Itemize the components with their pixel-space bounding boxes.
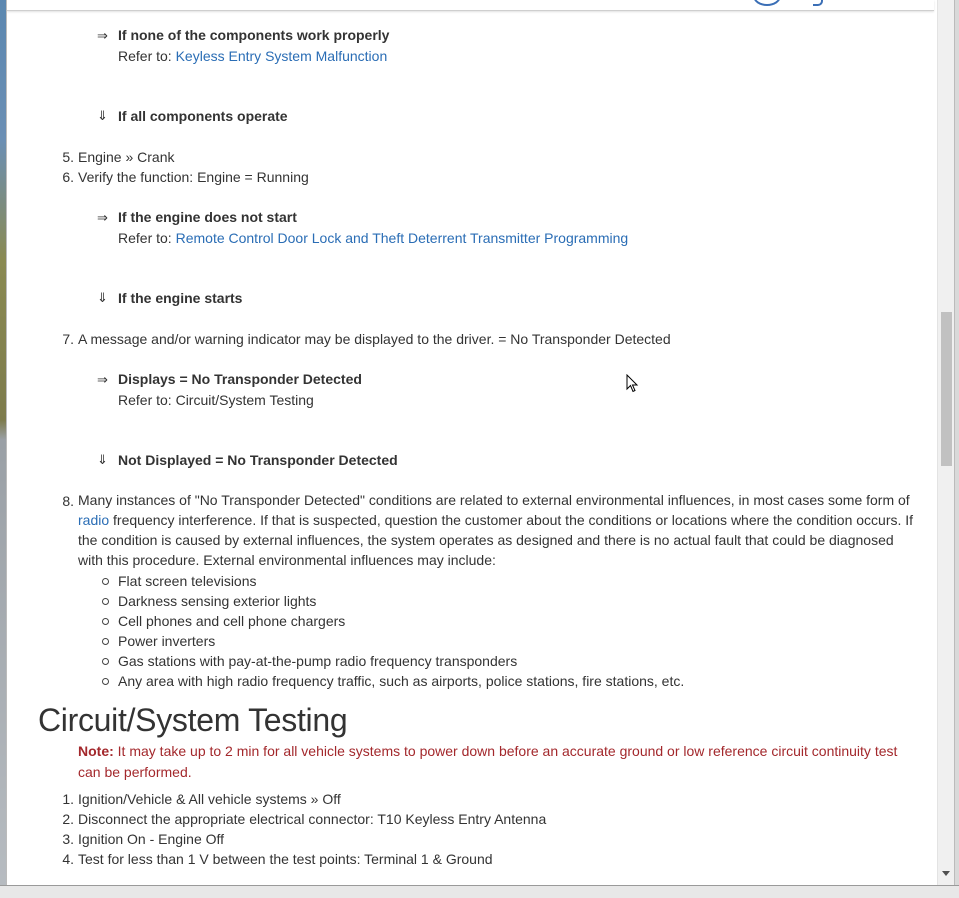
bullet-icon bbox=[102, 578, 109, 585]
right-arrow-icon: ⇒ bbox=[97, 210, 108, 225]
refer-line-plain: Refer to: Circuit/System Testing bbox=[118, 392, 314, 408]
list-item: Power inverters bbox=[118, 633, 216, 649]
list-item: Gas stations with pay-at-the-pump radio frequency transponders bbox=[118, 653, 518, 669]
list-item: Any area with high radio frequency traffic, such as airports, police stations, fire stations, etc. bbox=[118, 673, 685, 689]
down-arrow-icon: ⇓ bbox=[97, 452, 108, 467]
pass-condition-heading: If all components operate bbox=[118, 108, 288, 124]
bullet-icon bbox=[102, 618, 109, 625]
window-bottom-edge bbox=[0, 885, 959, 898]
browser-window bbox=[6, 0, 955, 885]
radio-link[interactable]: radio bbox=[78, 512, 110, 528]
refer-prefix: Refer to: bbox=[118, 230, 172, 246]
step-text: A message and/or warning indicator may be displayed to the driver. = No Transponder Detected bbox=[78, 331, 671, 347]
right-arrow-icon: ⇒ bbox=[97, 372, 108, 387]
keyless-entry-malfunction-link[interactable]: Keyless Entry System Malfunction bbox=[175, 48, 388, 64]
down-arrow-icon: ⇓ bbox=[97, 108, 108, 123]
step-8-paragraph bbox=[78, 490, 916, 570]
step-number: 4. bbox=[62, 851, 74, 867]
step-number: 5. bbox=[62, 149, 74, 165]
list-item: Darkness sensing exterior lights bbox=[118, 593, 317, 609]
pass-condition-heading: If the engine starts bbox=[118, 290, 243, 306]
right-arrow-icon: ⇒ bbox=[97, 28, 108, 43]
list-item: Cell phones and cell phone chargers bbox=[118, 613, 346, 629]
step-number: 6. bbox=[62, 169, 74, 185]
section-heading: Circuit/System Testing bbox=[38, 702, 348, 738]
bullet-icon bbox=[102, 638, 109, 645]
step-text: Test for less than 1 V between the test points: Terminal 1 & Ground bbox=[78, 851, 493, 867]
step-text: Ignition/Vehicle & All vehicle systems » Off bbox=[78, 791, 341, 807]
document-content bbox=[7, 0, 937, 885]
bullet-icon bbox=[102, 658, 109, 665]
step-8-text-b: frequency interference. If that is suspected, question the customer about the conditions or locations where the condition occurs. If the condition is caused by external influences, the system operates as designed and there is no actual fault that could be diagnosed with this procedure. External environmental influences may include: bbox=[78, 512, 914, 568]
refer-line bbox=[118, 46, 387, 66]
list-item: Flat screen televisions bbox=[118, 573, 257, 589]
transmitter-programming-link[interactable]: Remote Control Door Lock and Theft Deterrent Transmitter Programming bbox=[175, 230, 629, 246]
step-text: Ignition On - Engine Off bbox=[78, 831, 225, 847]
note-label: Note: bbox=[78, 743, 114, 759]
step-number: 3. bbox=[62, 831, 74, 847]
scroll-down-arrow-icon[interactable] bbox=[942, 871, 950, 876]
refer-prefix: Refer to: bbox=[118, 48, 172, 64]
step-text: Verify the function: Engine = Running bbox=[78, 169, 309, 185]
bullet-icon bbox=[102, 678, 109, 685]
step-8-text-a: Many instances of "No Transponder Detected" conditions are related to external environmental influences, in most cases some form of bbox=[78, 492, 910, 508]
scrollbar-thumb[interactable] bbox=[941, 312, 952, 466]
vertical-scrollbar[interactable] bbox=[937, 0, 955, 885]
step-text: Engine » Crank bbox=[78, 149, 175, 165]
step-number: 2. bbox=[62, 811, 74, 827]
down-arrow-icon: ⇓ bbox=[97, 290, 108, 305]
note-text: It may take up to 2 min for all vehicle systems to power down before an accurate ground or low reference circuit continuity test can be performed. bbox=[78, 743, 898, 780]
note-block bbox=[78, 741, 918, 783]
refer-line bbox=[118, 228, 628, 248]
step-number: 7. bbox=[62, 331, 74, 347]
step-number: 1. bbox=[62, 791, 74, 807]
bullet-icon bbox=[102, 598, 109, 605]
mouse-cursor-icon bbox=[626, 374, 640, 394]
step-text: Disconnect the appropriate electrical connector: T10 Keyless Entry Antenna bbox=[78, 811, 547, 827]
fail-condition-heading: If none of the components work properly bbox=[118, 27, 390, 43]
fail-condition-heading: Displays = No Transponder Detected bbox=[118, 371, 362, 387]
step-number: 8. bbox=[62, 493, 74, 509]
fail-condition-heading: If the engine does not start bbox=[118, 209, 297, 225]
pass-condition-heading: Not Displayed = No Transponder Detected bbox=[118, 452, 398, 468]
